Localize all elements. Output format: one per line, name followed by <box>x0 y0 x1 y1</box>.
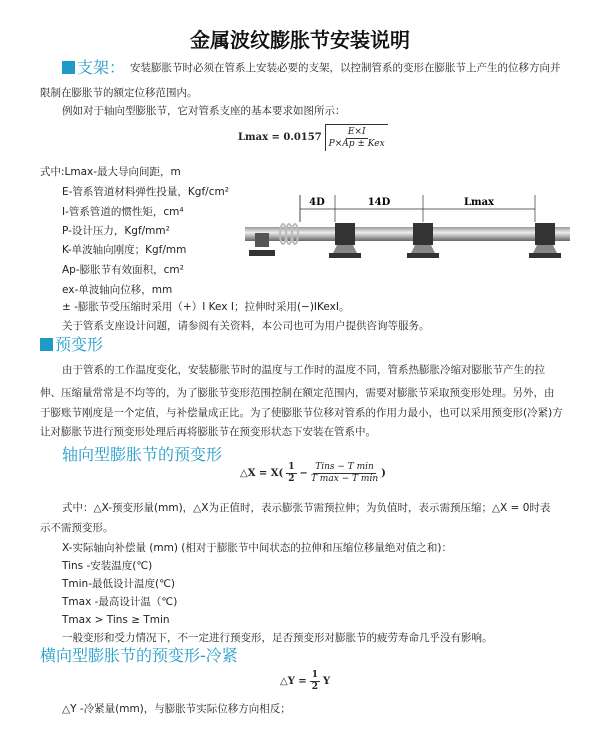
definition-line: 一般变形和受力情况下，不一定进行预变形，足否预变形对膨胀节的疲劳寿命几乎没有影响。 <box>62 632 493 644</box>
numerator: 1 <box>288 462 295 472</box>
definition-line: Ap-膨胀节有效面积，cm² <box>62 264 184 276</box>
definition-line: Tins -安装温度(℃) <box>62 560 153 572</box>
square-bullet-icon <box>62 61 75 74</box>
heading-text: 支架： <box>77 58 126 77</box>
denominator: T max − T min <box>310 474 379 484</box>
section-heading-predeform <box>40 335 103 355</box>
formula-lhs: Lmax = 0.0157 <box>238 132 322 143</box>
definition-line: ± -膨胀节受压缩时采用（+）I Kex I；拉伸时采用(−)IKexI。 <box>62 301 350 313</box>
definition-line: Tmax -最高设计温（℃) <box>62 596 178 608</box>
lateral-formula <box>280 670 330 693</box>
paragraph-line: 让对膨胀节进行预变形处理后再将膨胀节在预变形状态下安装在管系中。 <box>40 426 376 438</box>
dim-label-lmax: Lmax <box>463 197 495 208</box>
numerator: 1 <box>311 670 318 680</box>
definition-line: P-设计压力，Kgf/mm² <box>62 225 170 237</box>
paragraph-line: 例如对于轴向型膨胀节，它对管系支座的基本要求如图所示： <box>62 105 346 117</box>
lmax-formula <box>238 124 388 151</box>
numerator: Tins − T min <box>315 462 374 472</box>
dim-label-4d: 4D <box>309 197 325 208</box>
definition-line: 式中：△X-预变形量(mm)，△X为正值时，表示膨张节需预拉伸；为负值时，表示需预压缩；△X = 0时表 <box>62 502 551 514</box>
denominator: P×Ap ± Kex <box>328 139 385 149</box>
dim-label-14d: 14D <box>367 197 391 208</box>
formula-lhs: △X = X( <box>240 468 284 479</box>
definition-line: I-管系管道的惯性矩，cm⁴ <box>62 206 184 218</box>
page-title: 金属波纹膨胀节安装说明 <box>190 28 410 52</box>
subheading-lateral: 横向型膨胀节的预变形-冷紧 <box>40 646 238 665</box>
minus-sign: − <box>299 468 308 479</box>
sqrt <box>325 124 388 151</box>
numerator: E×I <box>347 127 366 137</box>
denominator: 2 <box>311 682 318 692</box>
definition-line: X-实际轴向补偿量 (mm) (相对于膨胀节中间状态的拉伸和压缩位移量绝对值之和)： <box>62 542 452 554</box>
formula-lhs: △Y = <box>280 676 307 687</box>
square-bullet-icon <box>40 338 53 351</box>
definition-line: ex-单波轴向位移，mm <box>62 284 173 296</box>
definition-line: 关于管系支座设计问题，请参阅有关资料，本公司也可为用户提供咨询等服务。 <box>62 320 430 332</box>
heading-text: 预变形 <box>55 335 104 354</box>
formula-rhs: ) <box>381 468 386 479</box>
definition-line: Tmin-最低设计温度(℃) <box>62 578 175 590</box>
pipe-support-diagram <box>245 195 570 270</box>
definition-line: △Y -冷紧量(mm)，与膨胀节实际位移方向相反； <box>62 703 291 715</box>
formula-rhs: Y <box>322 676 331 687</box>
definition-line: 式中:Lmax-最大导向间距，m <box>40 166 181 178</box>
paragraph-line: 于膨账节刚度是一个定值，与补偿量成正比。为了使膨胀节位移对管系的作用力最小，也可以采用预变形(冷紧)方 <box>40 407 563 419</box>
paragraph-line: 伸、压缩量常常是不均等的，为了膨胀节变形范围控制在额定范围内，需要对膨胀节采取预变形处理。另外，由 <box>40 387 555 399</box>
denominator: 2 <box>288 474 295 484</box>
definition-line: Tmax > Tins ≥ Tmin <box>62 614 170 626</box>
subheading-axial: 轴向型膨胀节的预变形 <box>62 445 223 464</box>
paragraph-line: 由于管系的工作温度变化，安装膨胀节时的温度与工作时的温度不同，管系热膨胀冷缩对膨胀节产生的拉 <box>62 364 545 376</box>
paragraph-line: 安装膨胀节时必须在管系上安装必要的支架，以控制管系的变形在膨胀节上产生的位移方向并 <box>130 62 561 74</box>
section-heading-support <box>62 58 125 78</box>
paragraph-line: 限制在膨胀节的额定位移范围内。 <box>40 87 198 99</box>
definition-line: K-单波轴向刚度；Kgf/mm <box>62 244 187 256</box>
pipe <box>245 227 570 241</box>
definition-line: 示不需预变形。 <box>40 522 114 534</box>
axial-formula <box>240 462 386 485</box>
definition-line: E-管系管道材料弹性投量，Kgf/cm² <box>62 186 229 198</box>
